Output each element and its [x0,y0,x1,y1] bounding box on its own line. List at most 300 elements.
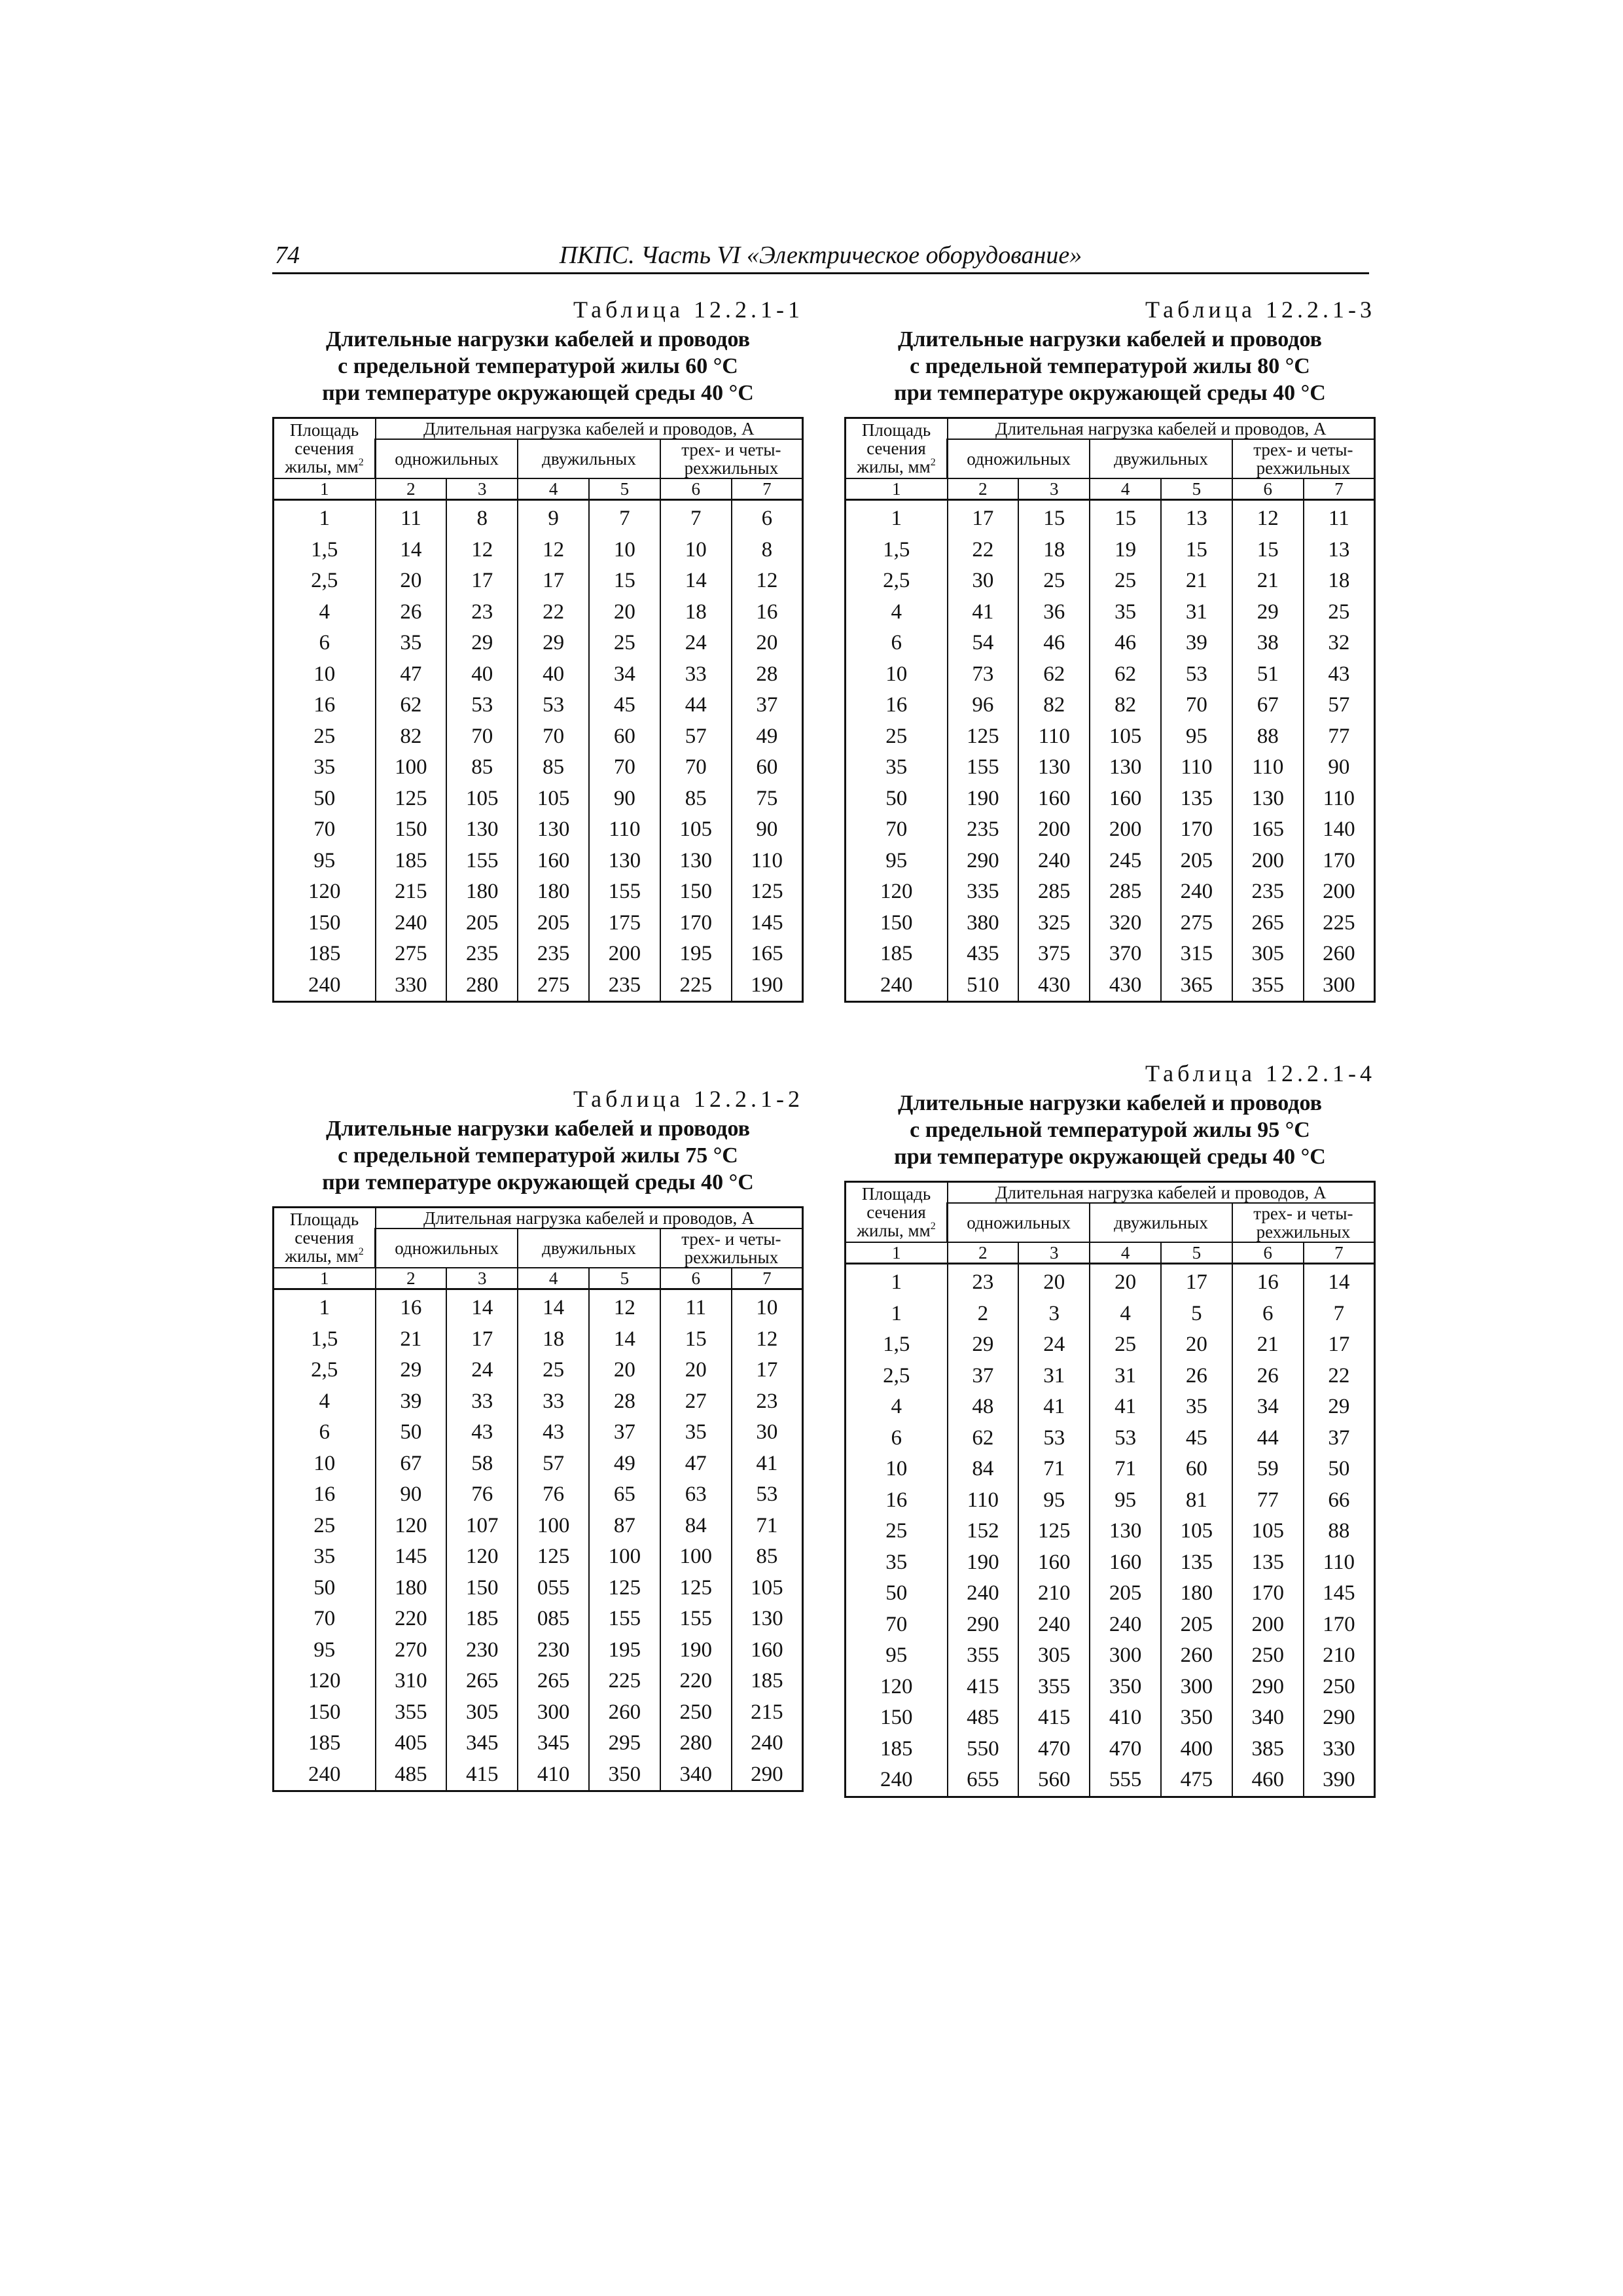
col-header-load: Длительная нагрузка кабелей и проводов, А [376,1208,803,1229]
cell-load: 12 [518,535,589,566]
cell-load: 355 [948,1640,1019,1672]
cell-area: 4 [274,597,376,628]
cell-load: 125 [948,721,1019,753]
col-header-multi [660,1229,803,1268]
cell-load: 190 [948,1547,1019,1579]
col-number: 4 [1090,478,1161,500]
cell-load: 96 [948,690,1019,721]
cell-area: 1 [846,500,948,535]
col-number: 6 [1232,1242,1304,1264]
cell-area: 185 [846,1734,948,1765]
cell-load: 43 [446,1417,518,1448]
table-block-12-2-1-4 [844,1060,1376,1798]
cell-load: 200 [1232,846,1304,877]
table-row [846,908,1375,939]
cell-area: 2,5 [274,1355,376,1386]
table-title-line-2: с предельной температурой жилы 75 °С [338,1143,738,1168]
table-row [274,628,803,659]
cell-load: 47 [660,1448,732,1480]
table-row [274,783,803,815]
col-header-multi [660,439,803,478]
cell-area: 240 [274,1759,376,1791]
page-header [272,237,1369,274]
cell-load: 185 [446,1604,518,1635]
table-row [846,659,1375,691]
col-number: 7 [1304,1242,1375,1264]
cell-load: 35 [660,1417,732,1448]
cell-load: 160 [1018,783,1090,815]
table-row [274,1479,803,1511]
cell-load: 7 [589,500,660,535]
cell-load: 13 [1161,500,1232,535]
table-row [846,1264,1375,1299]
table-block-12-2-1-1 [272,296,804,1003]
col-header-multi-line-2: рехжильных [1256,458,1351,478]
cell-load: 460 [1232,1765,1304,1797]
table-title [844,1090,1376,1170]
col-header-area-line-1: Площадь [861,420,931,440]
col-number: 1 [274,478,376,500]
cell-load: 140 [1304,814,1375,846]
cell-load: 7 [660,500,732,535]
cell-load: 355 [376,1697,447,1729]
cell-area: 16 [274,690,376,721]
table-row [274,1355,803,1386]
cell-load: 11 [376,500,447,535]
cell-load: 70 [446,721,518,753]
col-header-single: одножильных [376,439,518,478]
table-row [274,1573,803,1604]
cell-load: 29 [376,1355,447,1386]
col-number: 6 [660,478,732,500]
cell-load: 29 [518,628,589,659]
col-header-area-line-2: сечения [866,1202,926,1222]
cell-area: 4 [846,597,948,628]
cell-load: 225 [660,970,732,1002]
cell-load: 17 [1161,1264,1232,1299]
cell-load: 57 [1304,690,1375,721]
cell-load: 315 [1161,939,1232,970]
cell-load: 470 [1090,1734,1161,1765]
cell-load: 110 [1304,783,1375,815]
table-row [274,1759,803,1791]
table-row [846,1702,1375,1734]
cell-load: 130 [732,1604,803,1635]
table-row [274,1697,803,1729]
cell-area: 25 [846,1516,948,1547]
cell-load: 25 [1018,565,1090,597]
cell-load: 14 [589,1324,660,1355]
cell-load: 205 [1161,1609,1232,1641]
cell-load: 485 [948,1702,1019,1734]
cell-load: 215 [732,1697,803,1729]
cell-load: 160 [518,846,589,877]
cell-area: 1,5 [274,535,376,566]
cell-load: 25 [1090,1329,1161,1361]
col-header-single: одножильных [948,1203,1090,1242]
cell-area: 240 [274,970,376,1002]
cell-load: 105 [518,783,589,815]
cell-area: 240 [846,970,948,1002]
cell-load: 150 [660,876,732,908]
cell-load: 180 [376,1573,447,1604]
cell-load: 15 [1161,535,1232,566]
cell-load: 14 [446,1289,518,1324]
cell-load: 260 [1161,1640,1232,1672]
table-row [274,1511,803,1542]
table-row [846,1609,1375,1641]
cell-load: 38 [1232,628,1304,659]
cell-load: 330 [376,970,447,1002]
col-header-area-line-2: сечения [294,439,354,458]
cell-load: 210 [1304,1640,1375,1672]
cell-area: 4 [274,1386,376,1418]
cell-load: 20 [376,565,447,597]
cell-load: 340 [660,1759,732,1791]
table-title-line-1: Длительные нагрузки кабелей и проводов [897,327,1323,351]
cell-load: 290 [948,1609,1019,1641]
table-row [846,535,1375,566]
cell-load: 30 [732,1417,803,1448]
cell-load: 70 [660,752,732,783]
cell-load: 325 [1018,908,1090,939]
load-table [272,1206,804,1792]
cell-load: 37 [589,1417,660,1448]
cell-area: 10 [274,659,376,691]
col-header-load: Длительная нагрузка кабелей и проводов, А [376,418,803,440]
cell-load: 290 [1232,1672,1304,1703]
cell-load: 85 [660,783,732,815]
cell-load: 110 [1232,752,1304,783]
cell-area: 1,5 [846,535,948,566]
cell-load: 25 [1304,597,1375,628]
col-header-multi [1232,1203,1375,1242]
cell-load: 305 [446,1697,518,1729]
col-header-multi-line-2: рехжильных [684,1247,779,1267]
cell-load: 200 [1090,814,1161,846]
cell-load: 85 [732,1541,803,1573]
cell-load: 235 [589,970,660,1002]
cell-load: 405 [376,1728,447,1759]
cell-load: 125 [732,876,803,908]
cell-load: 485 [376,1759,447,1791]
cell-load: 45 [1161,1423,1232,1454]
cell-area: 70 [846,814,948,846]
col-number: 2 [376,478,447,500]
col-header-area-line-2: сечения [866,439,926,458]
cell-load: 20 [732,628,803,659]
cell-load: 150 [376,814,447,846]
table-row [274,721,803,753]
cell-load: 125 [660,1573,732,1604]
cell-load: 95 [1161,721,1232,753]
cell-area: 120 [846,876,948,908]
cell-area: 95 [274,1635,376,1666]
cell-area: 185 [846,939,948,970]
cell-load: 12 [732,1324,803,1355]
cell-load: 15 [589,565,660,597]
table-row [846,814,1375,846]
table-body [274,1289,803,1791]
cell-load: 90 [376,1479,447,1511]
cell-load: 2 [948,1299,1019,1330]
cell-load: 43 [1304,659,1375,691]
table-row [846,1547,1375,1579]
cell-load: 125 [376,783,447,815]
cell-area: 70 [846,1609,948,1641]
table-title-line-2: с предельной температурой жилы 80 °С [910,354,1310,378]
cell-load: 415 [446,1759,518,1791]
cell-area: 10 [274,1448,376,1480]
table-row [846,1361,1375,1392]
cell-load: 220 [660,1666,732,1697]
table-row [846,1734,1375,1765]
cell-load: 71 [1090,1454,1161,1485]
cell-load: 250 [1232,1640,1304,1672]
cell-load: 70 [518,721,589,753]
cell-load: 105 [732,1573,803,1604]
cell-load: 84 [660,1511,732,1542]
table-title-line-1: Длительные нагрузки кабелей и проводов [325,1117,751,1141]
cell-load: 18 [660,597,732,628]
cell-load: 105 [1161,1516,1232,1547]
cell-load: 11 [1304,500,1375,535]
col-header-area [846,418,948,479]
cell-load: 53 [446,690,518,721]
cell-area: 2,5 [274,565,376,597]
cell-load: 265 [446,1666,518,1697]
table-caption: Таблица 12.2.1-3 [1145,296,1376,323]
cell-load: 350 [589,1759,660,1791]
table-row [274,1448,803,1480]
cell-load: 57 [660,721,732,753]
cell-load: 235 [1232,876,1304,908]
col-header-area-line-3: жилы, мм [285,457,359,476]
cell-load: 180 [1161,1578,1232,1609]
table-row [274,1324,803,1355]
col-number: 4 [518,1268,589,1289]
cell-area: 2,5 [846,565,948,597]
table-row [274,1289,803,1324]
cell-load: 31 [1018,1361,1090,1392]
col-number: 3 [1018,478,1090,500]
cell-load: 46 [1090,628,1161,659]
table-title-line-2: с предельной температурой жилы 95 °С [910,1118,1310,1142]
cell-area: 25 [274,1511,376,1542]
cell-load: 560 [1018,1765,1090,1797]
cell-load: 20 [1090,1264,1161,1299]
cell-load: 35 [376,628,447,659]
cell-area: 185 [274,939,376,970]
cell-area: 120 [274,1666,376,1697]
cell-load: 275 [1161,908,1232,939]
table-row [274,876,803,908]
cell-load: 145 [732,908,803,939]
cell-area: 50 [846,783,948,815]
cell-load: 85 [518,752,589,783]
cell-load: 240 [376,908,447,939]
cell-load: 62 [376,690,447,721]
cell-load: 110 [589,814,660,846]
cell-load: 240 [1018,1609,1090,1641]
cell-load: 19 [1090,535,1161,566]
cell-load: 105 [660,814,732,846]
col-header-multi-line-1: трех- и четы- [1253,1204,1353,1223]
cell-area: 10 [846,659,948,691]
cell-load: 82 [1090,690,1161,721]
col-number: 2 [948,1242,1019,1264]
cell-load: 240 [732,1728,803,1759]
cell-load: 180 [446,876,518,908]
cell-load: 84 [948,1454,1019,1485]
cell-load: 87 [589,1511,660,1542]
cell-load: 160 [732,1635,803,1666]
cell-load: 12 [589,1289,660,1324]
table-title-line-2: с предельной температурой жилы 60 °С [338,354,738,378]
cell-load: 555 [1090,1765,1161,1797]
cell-load: 30 [948,565,1019,597]
cell-load: 320 [1090,908,1161,939]
table-title [272,1115,804,1196]
table-row [274,1666,803,1697]
cell-load: 95 [1018,1485,1090,1516]
cell-load: 51 [1232,659,1304,691]
cell-load: 155 [660,1604,732,1635]
cell-area: 16 [846,690,948,721]
cell-load: 22 [1304,1361,1375,1392]
cell-load: 110 [732,846,803,877]
cell-load: 4 [1090,1299,1161,1330]
table-title [272,326,804,406]
cell-area: 95 [846,846,948,877]
cell-load: 200 [1304,876,1375,908]
col-number: 2 [948,478,1019,500]
cell-load: 230 [518,1635,589,1666]
table-row [846,752,1375,783]
cell-load: 40 [518,659,589,691]
cell-load: 53 [1161,659,1232,691]
cell-load: 230 [446,1635,518,1666]
cell-load: 130 [1090,1516,1161,1547]
cell-load: 205 [1090,1578,1161,1609]
cell-load: 29 [446,628,518,659]
cell-load: 310 [376,1666,447,1697]
cell-load: 39 [376,1386,447,1418]
cell-load: 53 [1090,1423,1161,1454]
table-title-line-3: при температуре окружающей среды 40 °С [322,381,754,405]
cell-load: 355 [1232,970,1304,1002]
cell-load: 155 [589,1604,660,1635]
cell-load: 11 [660,1289,732,1324]
cell-load: 5 [1161,1299,1232,1330]
cell-load: 170 [1304,846,1375,877]
cell-load: 18 [1304,565,1375,597]
col-number: 7 [732,478,803,500]
cell-area: 150 [274,908,376,939]
cell-load: 33 [660,659,732,691]
table-row [274,752,803,783]
cell-load: 70 [589,752,660,783]
table-row [846,597,1375,628]
cell-load: 26 [376,597,447,628]
cell-load: 90 [589,783,660,815]
cell-load: 305 [1018,1640,1090,1672]
cell-load: 70 [1161,690,1232,721]
table-row [846,846,1375,877]
cell-load: 57 [518,1448,589,1480]
cell-area: 150 [846,1702,948,1734]
cell-load: 9 [518,500,589,535]
cell-load: 60 [732,752,803,783]
col-header-area-line-1: Площадь [289,1210,359,1229]
table-caption: Таблица 12.2.1-1 [573,296,804,323]
cell-load: 67 [1232,690,1304,721]
cell-load: 365 [1161,970,1232,1002]
col-number: 1 [274,1268,376,1289]
cell-load: 345 [518,1728,589,1759]
cell-load: 8 [732,535,803,566]
cell-load: 375 [1018,939,1090,970]
page-number: 74 [275,242,300,269]
cell-load: 152 [948,1516,1019,1547]
load-table [844,1181,1376,1798]
cell-area: 16 [274,1479,376,1511]
table-block-12-2-1-3 [844,296,1376,1003]
cell-load: 130 [446,814,518,846]
cell-area: 70 [274,814,376,846]
cell-load: 17 [446,565,518,597]
cell-load: 53 [1018,1423,1090,1454]
cell-load: 76 [518,1479,589,1511]
cell-area: 95 [846,1640,948,1672]
cell-load: 125 [589,1573,660,1604]
col-header-area-line-3: жилы, мм [857,457,931,476]
cell-load: 10 [589,535,660,566]
cell-load: 29 [948,1329,1019,1361]
cell-load: 17 [948,500,1019,535]
cell-load: 280 [446,970,518,1002]
cell-load: 200 [1232,1609,1304,1641]
cell-load: 25 [589,628,660,659]
cell-load: 41 [732,1448,803,1480]
cell-load: 10 [732,1289,803,1324]
cell-load: 175 [589,908,660,939]
cell-load: 12 [1232,500,1304,535]
cell-area: 50 [274,783,376,815]
cell-load: 655 [948,1765,1019,1797]
cell-load: 280 [660,1728,732,1759]
cell-load: 16 [1232,1264,1304,1299]
cell-area: 150 [846,908,948,939]
cell-load: 16 [732,597,803,628]
table-title-line-1: Длительные нагрузки кабелей и проводов [897,1091,1323,1115]
cell-load: 085 [518,1604,589,1635]
cell-load: 125 [1018,1516,1090,1547]
cell-load: 160 [1018,1547,1090,1579]
cell-load: 25 [518,1355,589,1386]
cell-load: 250 [1304,1672,1375,1703]
table-row [846,1578,1375,1609]
cell-load: 58 [446,1448,518,1480]
cell-load: 305 [1232,939,1304,970]
col-number: 1 [846,1242,948,1264]
cell-load: 400 [1161,1734,1232,1765]
cell-load: 135 [1161,783,1232,815]
cell-load: 66 [1304,1485,1375,1516]
cell-load: 41 [1090,1391,1161,1423]
cell-load: 285 [1090,876,1161,908]
cell-load: 41 [948,597,1019,628]
